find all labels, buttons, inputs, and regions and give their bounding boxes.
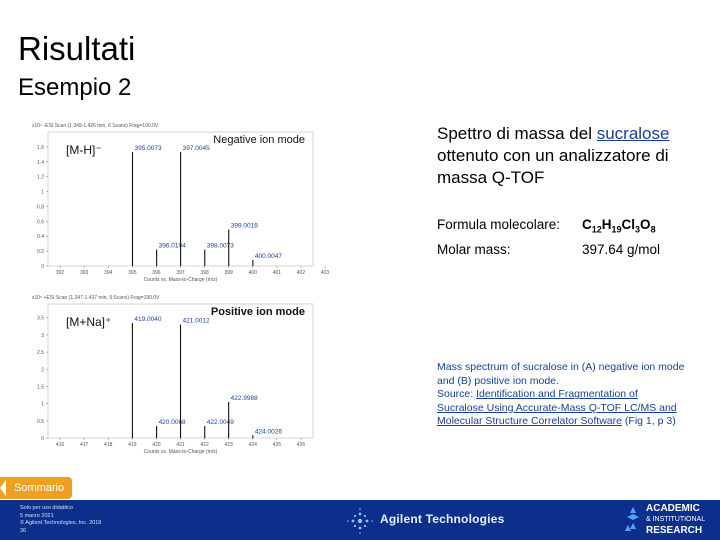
peak-label: 395.0073 [134, 145, 162, 153]
x-tick-label: 400 [248, 270, 257, 276]
caption-text: Mass spectrum of sucralose in (A) negative ion mode and (B) positive ion mode. [437, 361, 685, 387]
y-tick-label: 1.6 [37, 144, 44, 151]
y-tick-label: 0.5 [37, 418, 44, 425]
footer-info [20, 505, 101, 535]
peak-label: 419.0040 [134, 315, 162, 323]
peak-label: 398.0073 [206, 242, 234, 250]
formula-cl-count: 3 [635, 224, 641, 235]
y-tick-label: 1 [41, 189, 44, 196]
academic-line1: ACADEMIC [646, 503, 700, 514]
y-tick-label: 0 [41, 264, 44, 270]
x-axis-label: Counts vs. Mass-to-Charge (m/z) [143, 449, 218, 455]
figure-caption [437, 361, 687, 429]
x-tick-label: 421 [176, 442, 185, 448]
x-tick-label: 393 [79, 270, 89, 276]
ion-annotation: [M+Na]⁺ [66, 315, 112, 329]
academic-research-logo [646, 503, 705, 536]
x-tick-label: 396 [152, 270, 161, 276]
x-tick-label: 392 [55, 270, 65, 276]
formula-h: H [601, 217, 612, 232]
x-tick-label: 418 [104, 442, 113, 448]
y-tick-label: 0.8 [37, 204, 44, 211]
y-tick-label: 0.6 [37, 219, 44, 226]
y-tick-label: 0.2 [37, 249, 44, 256]
y-tick-label: 1.4 [37, 159, 44, 166]
description-pre: Spettro di massa del [437, 124, 597, 143]
sommario-label: Sommario [14, 482, 65, 494]
peak-label: 399.0018 [230, 222, 258, 230]
spectrum-header: x10⁴ -ESI Scan (1.349-1.426 min, 6 Scans) Frag=190.0V [32, 123, 159, 129]
academic-research-icon [624, 505, 642, 535]
x-axis-label: Counts vs. Mass-to-Charge (m/z) [143, 277, 218, 283]
caption-source-ref: (Fig 1, p 3) [622, 415, 676, 428]
x-tick-label: 425 [272, 442, 282, 448]
sommario-button[interactable] [0, 477, 72, 499]
x-tick-label: 424 [248, 442, 257, 448]
formula-value [582, 215, 656, 240]
description-post: ottenuto con un analizzatore di massa Q-TOF [437, 146, 669, 187]
agilent-spark-icon [345, 506, 375, 536]
sucralose-link[interactable]: sucralose [596, 124, 670, 143]
x-tick-label: 399 [224, 270, 233, 276]
ion-annotation: [M-H]⁻ [66, 143, 102, 157]
footer-line: © Agilent Technologies, Inc. 2018 [20, 520, 102, 526]
formula-c: C [582, 217, 592, 232]
x-tick-label: 417 [79, 442, 89, 448]
academic-line3: RESEARCH [646, 525, 703, 536]
x-tick-label: 394 [104, 270, 113, 276]
academic-line2: & INSTITUTIONAL [646, 516, 706, 523]
y-tick-label: 2.5 [37, 350, 44, 357]
y-tick-label: 0 [41, 436, 44, 442]
formula-h-count: 19 [611, 224, 622, 235]
footer-line: 5 marzo 2021 [20, 512, 54, 519]
formula-block [437, 215, 707, 259]
formula-row [437, 215, 707, 240]
x-tick-label: 398 [200, 270, 209, 276]
x-tick-label: 423 [224, 442, 233, 448]
back-arrow-icon [0, 477, 8, 499]
peak-label: 420.0068 [158, 418, 186, 426]
x-tick-label: 397 [176, 270, 185, 276]
x-tick-label: 422 [200, 442, 209, 448]
company-logo-text: Agilent Technologies [380, 512, 505, 526]
y-tick-label: 3.5 [37, 315, 44, 322]
slide-subtitle: Esempio 2 [18, 74, 132, 101]
ion-mode-title: Negative ion mode [213, 134, 305, 146]
formula-c-count: 12 [591, 224, 602, 235]
x-tick-label: 395 [128, 270, 137, 276]
formula-cl: Cl [621, 217, 636, 232]
slide-title: Risultati [18, 30, 136, 67]
y-tick-label: 2 [41, 367, 44, 374]
formula-label: Formula molecolare: [437, 217, 561, 232]
peak-label: 400.0047 [254, 253, 283, 261]
x-tick-label: 416 [55, 442, 65, 448]
x-tick-label: 420 [152, 442, 161, 448]
x-tick-label: 419 [128, 442, 137, 448]
peak-label: 397.0045 [182, 145, 210, 153]
x-tick-label: 426 [296, 442, 306, 448]
x-tick-label: 403 [320, 270, 330, 276]
footer-page-number: 36 [20, 527, 27, 534]
spectrum-header: x10⁵ +ESI Scan (1.347-1.437 min, 9 Scans) Frag=190.0V [32, 295, 160, 301]
formula-o: O [640, 217, 651, 232]
mass-row [437, 240, 707, 259]
y-tick-label: 0.4 [37, 234, 44, 241]
formula-o-count: 8 [650, 224, 656, 235]
y-tick-label: 1.5 [37, 384, 44, 391]
y-tick-label: 3 [41, 332, 44, 339]
caption-source-label: Source: [437, 388, 477, 401]
peak-label: 422.9988 [230, 394, 258, 402]
ion-mode-title: Positive ion mode [210, 306, 305, 318]
x-tick-label: 402 [296, 270, 306, 276]
mass-spectra-figure [30, 118, 330, 458]
peak-label: 421.0012 [182, 317, 210, 325]
y-tick-label: 1.2 [37, 174, 44, 181]
mass-label: Molar mass: [437, 241, 511, 257]
footer-line: Solo per uso didattico [20, 505, 73, 511]
peak-label: 422.0049 [206, 418, 234, 426]
source-link[interactable]: Identification and Fragmentation of Sucralose Using Accurate-Mass Q-TOF LC/MS and Molecular Structure Correlator Software [437, 388, 677, 428]
y-tick-label: 1 [41, 401, 44, 408]
mass-value: 397.64 g/mol [582, 241, 661, 257]
peak-label: 396.0104 [158, 242, 186, 250]
spectrum-description [437, 123, 697, 189]
peak-label: 424.0026 [254, 428, 282, 436]
x-tick-label: 401 [272, 270, 282, 276]
